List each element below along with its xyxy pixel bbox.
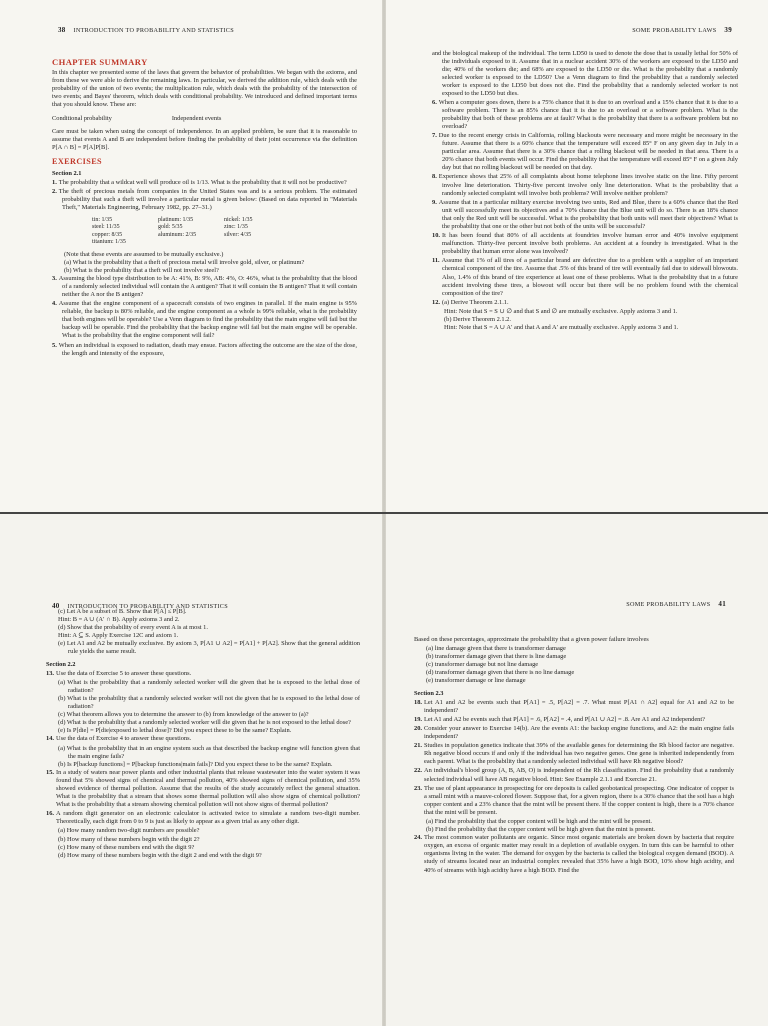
exercise-24: 24. The most common water pollutants are organic. Since most organic materials are broken down by bacteria that require oxygen, an excess of organic matter may result in a depletion of available oxygen. In turn this can be harmful to other organisms living in the water. The demand for oxygen by the bacteria is called the biological oxygen demand (BOD). A study of streams located near an industrial complex revealed that 35% have a high BOD, 10% show high acidity, and 40% of streams with high acidity have a high BOD. Find the [414,834,734,874]
running-head-title: SOME PROBABILITY LAWS [632,27,717,34]
exercise-12e: (e) Let A1 and A2 be mutually exclusive. By axiom 3, P[A1 ∪ A2] = P[A1] + P[A2]. Show that the general addition rule yields the same result. [58,640,360,656]
section-label: Section 2.1 [52,170,82,178]
exercise-14b: (b) Is P[backup functions] = P[backup functions|main fails]? Did you expect these to be the same? Explain. [58,760,333,768]
text-column [414,636,734,876]
exercise-17a: (a) line damage given that there is transformer damage [426,645,566,653]
exercise-5: 5. When an individual is exposed to radiation, death may ensue. Factors affecting the outcome are the size of the dose, the length and intensity of the exposure, [52,341,357,357]
exercise-8: 8. Experience shows that 25% of all complaints about home telephone lines involve static on the line. Fifty percent involve line deterioration. Thirty-five percent involve only line deterioration. What is the probability that a randomly selected complaint will involve both problems? Will involve neither problem? [432,173,738,197]
exercise-14: 14. Use the data of Exercise 4 to answer these questions. [46,735,192,743]
running-head-title: INTRODUCTION TO PROBABILITY AND STATISTICS [73,27,234,34]
page-38 [0,0,384,512]
exercise-17e: (e) transformer damage or line damage [426,677,526,685]
running-head [632,26,738,34]
exercise-2-note: (Note that these events are assumed to be mutually exclusive.) [64,250,224,258]
page-number: 39 [724,26,732,34]
caution-paragraph: Care must be taken when using the concept of independence. In an applied problem, be sure that it is reasonable to assume that events A and B are independent before finding the probability of their joint occurrence via the definition P[A ∩ B] = P[A]P[B]. [52,127,357,151]
exercise-5-continued: and the biological makeup of the individual. The term LD50 is used to denote the dose that is usually lethal for 50% of the individuals exposed to it. Assume that in a nuclear accident 30% of the workers are exposed to the LD50 and die; 40% of the workers die; and 68% are exposed to the LD50 or die. What is the probability that a randomly selected worker is exposed to the LD50? Use a Venn diagram to find the probability that a randomly selected worker is exposed to the LD50 but does not die. Find the probability that a randomly selected worker is not exposed to the LD50 but dies. [432,50,738,98]
exercise-12d-hint: Hint: A ⊆ S. Apply Exercise 12C and axiom 1. [58,632,179,640]
metals-table: tin: 1/35 platinum: 1/35 nickel: 1/35 steel: 11/35 gold: 5/35 zinc: 1/35 copper: 8/35 aluminum: 2/35 silver: 4/35 titanium: 1/35 [92,216,253,245]
exercise-9: 9. Assume that in a particular military exercise involving two units, Red and Blue, there is a 60% chance that the Red unit will successfully meet its objectives and a 70% chance that the Blue unit will do so. There is an 18% chance that only the Red unit will be successful. What is the probability that both units will meet their objectives? What is the probability that one or the other but not both of the units will be successful? [432,198,738,230]
exercise-17-intro: Based on these percentages, approximate the probability that a given power failure involves [414,636,649,643]
section-label: Section 2.2 [46,660,76,668]
running-head-title: SOME PROBABILITY LAWS [626,601,711,608]
page-number: 41 [718,600,726,608]
page-39 [384,0,768,512]
page-40 [0,514,384,1026]
exercise-15: 15. In a study of waters near power plants and other industrial plants that release wastewater into the water system it was found that 5% showed signs of chemical and thermal pollution, 40% showed signs of chemical pollution, and 35% showed evidence of thermal pollution. Assume that the results of the study accurately reflect the general situation. What is the probability that a stream that shows some thermal pollution will also show signs of chemical pollution? What is the probability that a stream showing chemical pollution will not show signs of thermal pollution? [46,768,360,809]
exercise-21: 21. Studies in population genetics indicate that 39% of the available genes for determining the Rh blood factor are negative. Rh negative blood occurs if and only if the individual has two negative genes. One gene is inherited independently from each parent. What is the probability that a randomly selected individual will have Rh negative blood? [414,742,734,766]
exercise-22: 22. An individual's blood group (A, B, AB, O) is independent of the Rh classification. Find the probability that a randomly selected individual will have AB negative blood. Hint: See Example 2.1.1 and Exercise 21. [414,767,734,783]
exercise-12c: (c) Let A be a subset of B. Show that P[A] ≤ P[B]. [58,608,187,615]
exercise-12a-hint: Hint: Note that S = S ∪ ∅ and that S and ∅ are mutually exclusive. Apply axioms 3 and 1. [444,307,678,315]
exercise-14a: (a) What is the probability that in an engine system such as that described the backup engine will function given that the main engine fails? [58,744,360,760]
exercise-17c: (c) transformer damage but not line damage [426,661,539,669]
section-label: Section 2.3 [414,689,444,697]
exercise-17b: (b) transformer damage given that there is line damage [426,653,567,661]
exercise-7: 7. Due to the recent energy crisis in California, rolling blackouts were necessary and more might be necessary in the future. Assume that there is a 60% chance that the temperature will exceed 85° F on any given day in July in a particular area. Assume that there is a 30% chance that a rolling blackout will be needed in that area. There is a 20% chance that both events will occur. Find the probability that the temperature will exceed 85° F on a given July day but that no rolling blackout will be needed on that day. [432,131,738,172]
summary-paragraph: In this chapter we presented some of the laws that govern the behavior of probabilities. We began with the axioms, and from these we were able to derive the remaining laws. In particular, we derived the addition rule, which deals with the probability of the union of two events; the multiplication rule, which deals with the probability of the intersection of two events; and Bayes' theorem, which deals with conditional probability. We introduced and defined important terms that you should know. These are: [52,69,357,109]
exercise-13a: (a) What is the probability that a randomly selected worker will die given that he is exposed to the lethal dose of radiation? [58,678,360,694]
exercise-12b-hint: Hint: Note that S = A ∪ A′ and that A and A′ are mutually exclusive. Apply axioms 3 and 1. [444,324,679,332]
exercise-6: 6. When a computer goes down, there is a 75% chance that it is due to an overload and a 15% chance that it is due to a software problem. There is an 85% chance that it is due to an overload or a software problem. What is the probability that both of these problems are at fault? What is the probability that there is a software problem but no overload? [432,98,738,130]
exercise-16b: (b) How many of these numbers begin with the digit 2? [58,835,200,843]
exercise-2b: (b) What is the probability that a theft will not involve steel? [64,266,219,274]
term-item: Conditional probability [52,114,112,122]
term-item: Independent events [171,114,222,122]
exercise-10: 10. It has been found that 80% of all accidents at foundries involve human error and 40% involve equipment malfunction. Thirty-five percent involve both problems. An accident at a foundry is investigated. What is the probability that human error alone was involved? [432,232,738,256]
exercise-11: 11. Assume that 1% of all tires of a particular brand are defective due to a problem with a supplier of an important chemical component of the tire. Assume that .5% of this brand of tire will eventually fail due to sidewall blowouts. Also, 1.4% of this brand of tire experience at least one of these problems. What is the probability that in a future accident involving these tires, a blowout will occur but there will be no problem found with the chemical composition of the tire? [432,257,738,297]
exercise-19: 19. Let A1 and A2 be events such that P[A1] = .6, P[A2] = .4, and P[A1 ∪ A2] = .8. Are A1 and A2 independent? [414,715,705,723]
exercise-13b: (b) What is the probability that a randomly selected worker will not die given that he is exposed to the lethal dose of radiation? [58,694,360,711]
exercise-23b: (b) Find the probability that the copper content will be high given that the mint is present. [426,826,656,834]
exercise-13d: (d) What is the probability that a randomly selected worker will die given that he is not exposed to the lethal dose? [58,719,351,727]
exercise-16d: (d) How many of these numbers begin with the digit 2 and end with the digit 9? [58,851,262,859]
exercise-3: 3. Assuming the blood type distribution to be A: 41%, B: 9%, AB: 4%, O: 46%, what is the probability that the blood of a randomly selected individual will contain the A antigen? That it will contain the B antigen? That it will contain neither the A nor the B antigen? [52,274,357,298]
exercise-16c: (c) How many of these numbers end with the digit 9? [58,843,195,851]
running-head [626,600,732,608]
running-head-title: INTRODUCTION TO PROBABILITY AND STATISTICS [67,603,228,610]
exercise-13: 13. Use the data of Exercise 5 to answer these questions. [46,669,192,677]
exercise-4: 4. Assume that the engine component of a spacecraft consists of two engines in parallel. If the main engine is 95% reliable, the backup is 80% reliable, and the engine component as a whole is 99% reliable, what is the probability that both engines will be operable? Use a Venn diagram to find the probability that the main engine will fail but the backup will be operable. Find the probability that the backup engine will fail but the main engine will be operable. What is the probability that the engine component will fail? [52,300,357,340]
exercise-12d: (d) Show that the probability of every event A is at most 1. [58,624,208,632]
chapter-summary-title: CHAPTER SUMMARY [52,57,148,67]
exercise-12c-hint: Hint: B = A ∪ (A′ ∩ B). Apply axioms 3 and 2. [58,616,180,624]
text-column [432,50,738,332]
exercise-12b: (b) Derive Theorem 2.1.2. [444,316,511,323]
text-column [52,58,357,359]
exercise-20: 20. Consider your answer to Exercise 14(b). Are the events A1: the backup engine functions, and A2: the main engine fails independent? [414,724,734,741]
exercise-2: 2. The theft of precious metals from companies in the United States was and is a serious problem. The estimated probability that such a theft will involve a particular metal is given below: (Based on data reported in "Materials Theft," Materials Engineering, February 1982, pp. 27–31.) [52,188,357,212]
exercise-16: 16. A random digit generator on an electronic calculator is activated twice to simulate a random two-digit number. Theoretically, each digit from 0 to 9 is just as likely to appear as a given trial as any other digit. [46,810,360,826]
page-41 [384,514,768,1026]
terms-list [52,115,357,123]
exercise-13c: (c) What theorem allows you to determine the answer to (b) from knowledge of the answer to (a)? [58,711,309,719]
exercise-23: 23. The use of plant appearance in prospecting for ore deposits is called geobotanical prospecting. One indicator of copper is a small mint with a mauve-colored flower. Suppose that, for a given region, there is a 30% chance that the soil has a high copper content and a 23% chance that the mint will be present there. If the copper content is high, there is a 70% chance that the mint will be present. [414,784,734,816]
exercise-18: 18. Let A1 and A2 be events such that P[A1] = .5, P[A2] = .7. What must P[A1 ∩ A2] equal for A1 and A2 to be independent? [414,698,734,714]
exercise-17d: (d) transformer damage given that there is no line damage [426,669,575,677]
exercise-12a: 12. (a) Derive Theorem 2.1.1. [432,298,509,306]
text-column [46,608,360,860]
running-head [52,26,234,34]
exercise-2a: (a) What is the probability that a theft of precious metal will involve gold, silver, or platinum? [64,258,305,266]
exercise-13e: (e) Is P[die] = P[die|exposed to lethal dose]? Did you expect these to be the same? Explain. [58,727,292,735]
exercise-16a: (a) How many random two-digit numbers are possible? [58,827,200,835]
exercise-23a: (a) Find the probability that the copper content will be high and the mint will be present. [426,817,652,825]
exercises-title: EXERCISES [52,156,103,166]
exercise-1: 1. The probability that a wildcat well will produce oil is 1/13. What is the probability that it will not be productive? [52,179,347,187]
page-number: 38 [58,26,66,34]
bottom-spread [0,512,768,1026]
page-number: 40 [52,602,60,610]
top-spread [0,0,768,512]
